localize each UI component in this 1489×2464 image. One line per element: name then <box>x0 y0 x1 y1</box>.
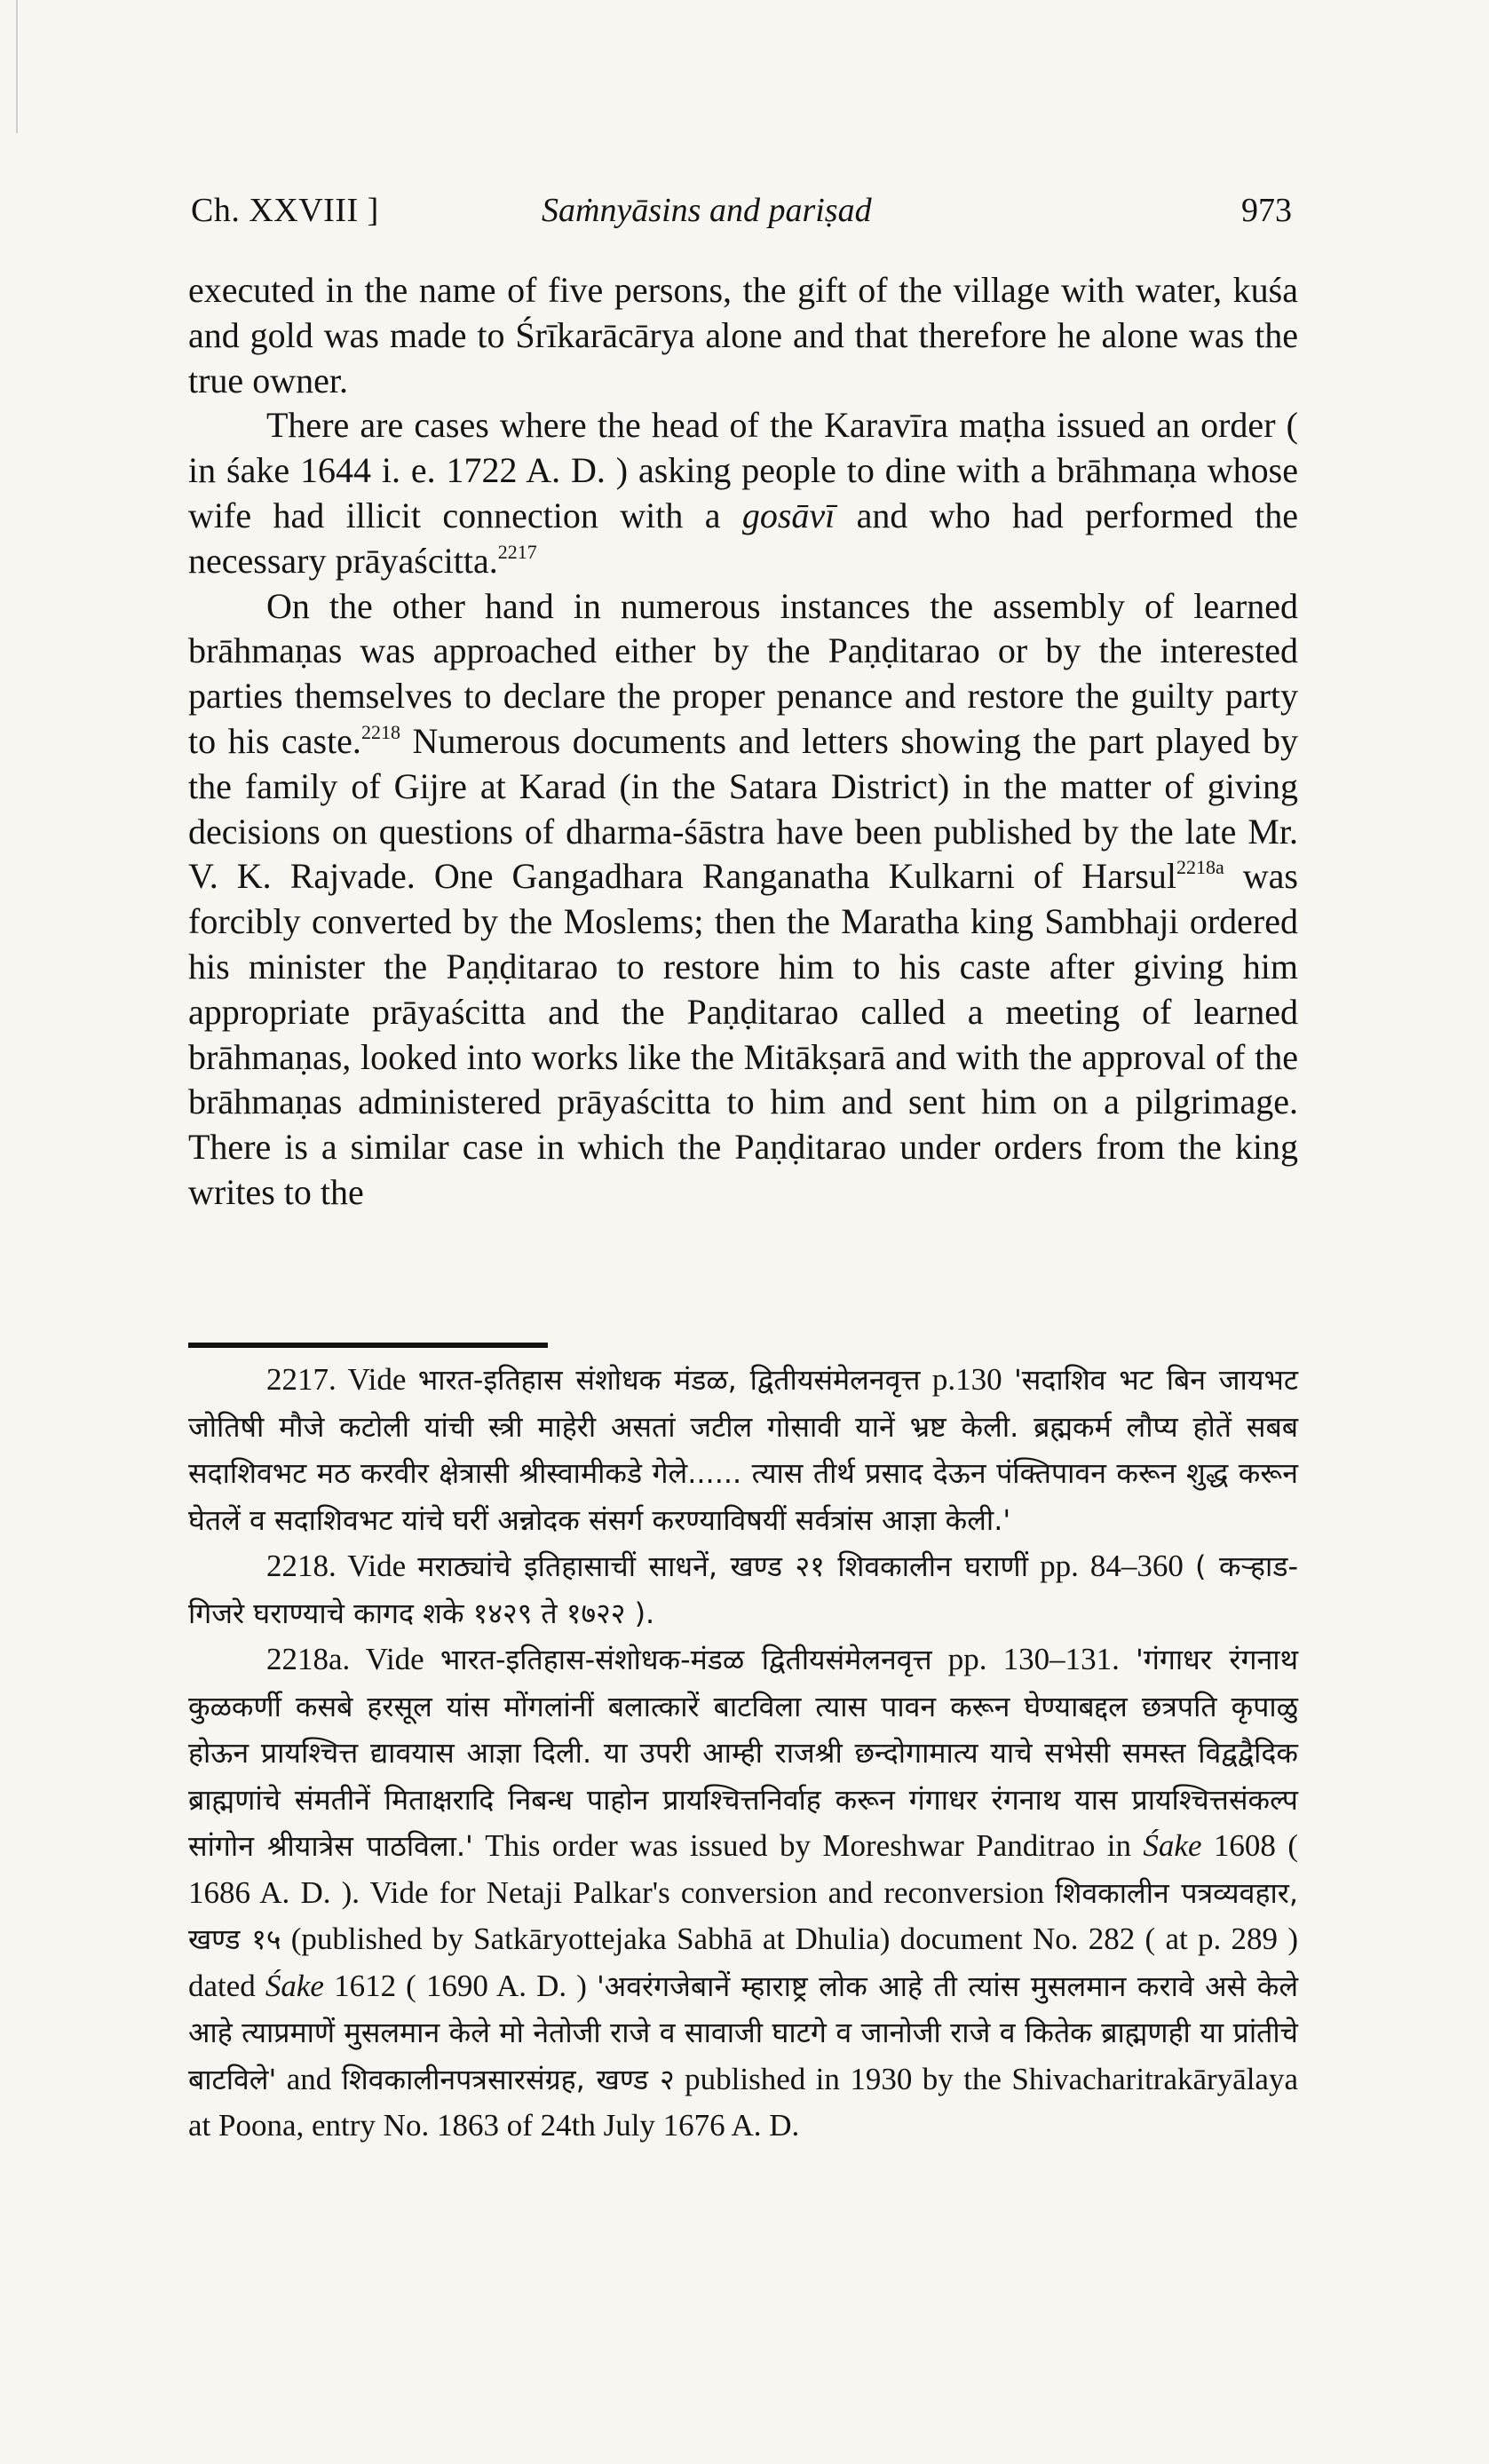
footnote-ref: 2217 <box>497 540 537 563</box>
main-text <box>188 268 1298 1216</box>
page-number: 973 <box>1241 192 1292 229</box>
footnote-ref: 2218 <box>360 720 400 743</box>
footnotes <box>188 1357 1298 2149</box>
footnote-2218: 2218. Vide मराठ्यांचे इतिहासाचीं साधनें, खण्ड २१ शिवकालीन घराणीं pp. 84–360 ( कऱ्हाड-गिजरे घराण्याचे कागद शके १४२९ ते १७२२ ). <box>188 1549 1299 1630</box>
paragraph-1: executed in the name of five persons, the gift of the village with water, kuśa and gold was made to Śrīkarācārya alone and that therefore he alone was the true owner. <box>188 270 1298 400</box>
footnote-separator <box>188 1343 548 1348</box>
footnote-2218a: 2218a. Vide भारत-इतिहास-संशोधक-मंडळ द्वितीयसंमेलनवृत्त pp. 130–131. 'गंगाधर रंगनाथ कुळकर्णी कसबे हरसूल यांस मोंगलांनीं बलात्कारें बाटविला त्यास पावन करून घेण्याबद्दल छत्रपति कृपाळु होऊन प्रायश्चित्त द्यावयास आज्ञा दिली. या उपरी आम्ही राजश्री छन्दोगामात्य याचे सभेसी समस्त विद्वद्वैदिक ब्राह्मणांचे संमतीनें मिताक्षरादि निबन्ध पाहोन प्रायश्चित्तनिर्वाह करून गंगाधर रंगनाथ यास प्रायश्चित्तसंकल्प सांगोन श्रीयात्रेस पाठविला.' This order was issued by Moreshwar Panditrao in Śake 1608 ( 1686 A. D. ). Vide for Netaji Palkar's conversion and reconversion शिवकालीन पत्रव्यवहार, खण्ड १५ (published by Satkāryottejaka Sabhā at Dhulia) document No. 282 ( at p. 289 ) dated Śake 1612 ( 1690 A. D. ) 'अवरंगजेबानें म्हाराष्ट्र लोक आहे ती त्यांस मुसलमान करावे असे केले आहे त्याप्रमाणें मुसलमान केले मो नेतोजी राजे व सावाजी घाटगे व जानोजी राजे व कितेक ब्राह्मणही या प्रांतीचे बाटविले' and शिवकालीनपत्रसारसंग्रह, खण्ड २ published in 1930 by the Shivacharitrakāryālaya at Poona, entry No. 1863 of 24th July 1676 A. D. <box>188 1642 1299 2143</box>
paragraph-2: There are cases where the head of the Karavīra maṭha issued an order ( in śake 1644 i. e. 1722 A. D. ) asking people to dine with a brāhmaṇa whose wife had illicit connection with a gosāvī and who had performed the necessary prāyaścitta.$^{2217}$ <box>188 405 1299 581</box>
running-header <box>191 191 1292 244</box>
running-title: Saṁnyāsins and pariṣad <box>542 192 872 229</box>
footnote-ref: 2218a <box>1176 856 1224 879</box>
paragraph-3: On the other hand in numerous instances the assembly of learned brāhmaṇas was approached either by the Paṇḍitarao or by the interested parties themselves to declare the proper penance and restore the guilty party to his caste.$^{2218}$ Numerous documents and letters showing the part played by the family of Gijre at Karad (in the Satara District) in the matter of giving decisions on questions of dharma-śāstra have been published by the late Mr. V. K. Rajvade. One Gangadhara Ranganatha Kulkarni of Harsul$^{2218a}$ was forcibly converted by the Moslems; then the Maratha king Sambhaji ordered his minister the Paṇḍitarao to restore him to his caste after giving him appropriate prāyaścitta and the Paṇḍitarao called a meeting of learned brāhmaṇas, looked into works like the Mitākṣarā and with the approval of the brāhmaṇas administered prāyaścitta to him and sent him on a pilgrimage. There is a similar case in which the Paṇḍitarao under orders from the king writes to the <box>188 585 1299 1212</box>
chapter-label: Ch. XXVIII ] <box>191 192 379 229</box>
footnote-2217: 2217. Vide भारत-इतिहास संशोधक मंडळ, द्वितीयसंमेलनवृत्त p.130 'सदाशिव भट बिन जायभट जोतिषी मौजे कटोली यांची स्त्री माहेरी असतां जटील गोसावी यानें भ्रष्ट केली. ब्रह्मकर्म लौप्य होतें सबब सदाशिवभट मठ करवीर क्षेत्रासी श्रीस्वामीकडे गेले...... त्यास तीर्थ प्रसाद देऊन पंक्तिपावन करून शुद्ध करून घेतलें व सदाशिवभट यांचे घरीं अन्नोदक संसर्ग करण्याविषयीं सर्वत्रांस आज्ञा केली.' <box>188 1362 1299 1537</box>
scan-edge-mark <box>16 0 18 133</box>
italic-term: gosāvī <box>741 495 836 535</box>
